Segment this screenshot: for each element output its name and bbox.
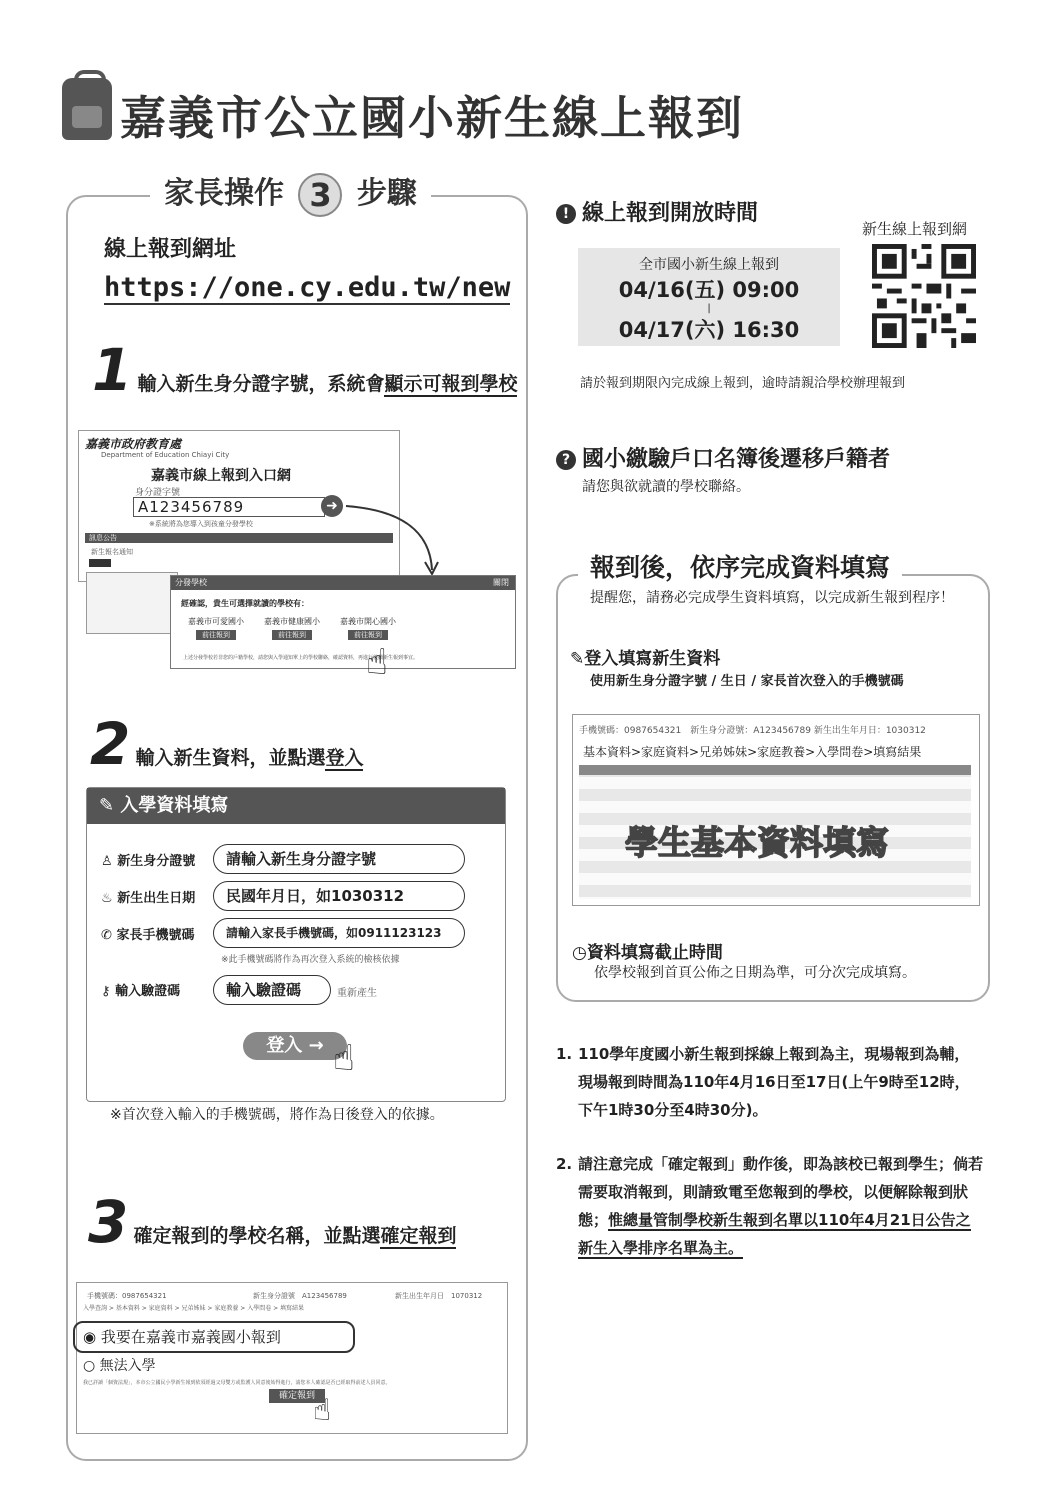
login-footnote: ※首次登入輸入的手機號碼，將作為日後登入的依據。 [110, 1107, 444, 1123]
phone-icon: ✆ [101, 928, 112, 943]
exclamation-icon: ! [556, 204, 576, 224]
note-2-emphasis: 惟總量管制學校新生報到名單以110年4月21日公告之新生入學排序名單為主。 [578, 1211, 971, 1257]
phone-label: 家長手機號碼 [116, 928, 195, 943]
login-fill-desc: 使用新生身分證字號 / 生日 / 家長首次登入的手機號碼 [590, 674, 904, 689]
step2-number: 2 [90, 710, 131, 778]
id-hint: ※系統將為您導入到孩童分發學校 [149, 520, 253, 528]
phone-input[interactable]: 請輸入家長手機號碼，如0911123123 [213, 918, 465, 948]
after-report-title: 報到後，依序完成資料填寫 [578, 548, 902, 584]
goto-button[interactable]: 前往報到 [196, 630, 236, 640]
open-time-heading [556, 196, 758, 227]
birthdate-input[interactable]: 民國年月日，如1030312 [213, 881, 465, 911]
deadline-desc: 依學校報到首頁公佈之日期為準，可分次完成填寫。 [594, 965, 916, 981]
goto-button[interactable]: 前往報到 [348, 630, 388, 640]
household-title: 國小繳驗戶口名簿後遷移戶籍者 [582, 447, 891, 472]
step2-text: 輸入新生資料，並點選 [135, 747, 326, 769]
pencil-icon: ✎ [570, 649, 585, 669]
pencil-icon: ✎ [99, 795, 115, 816]
popup-note: 上述分發學校若非您的戶籍學校，請您與入學通知單上的學校聯絡，確認資料，再進行後續新生報到事宜。 [183, 655, 419, 661]
step1-text-underlined: 顯示可報到學校 [384, 373, 518, 395]
radio-selected-icon: ◉ [83, 1328, 97, 1346]
household-heading [556, 442, 890, 473]
deadline-heading [572, 938, 723, 963]
login-fill-heading [570, 644, 720, 669]
step2-heading [90, 710, 363, 778]
shot-breadcrumb: 入學查詢 > 基本資料 > 家庭資料 > 兄弟姊妹 > 家庭教養 > 入學問卷 > 填寫結果 [83, 1305, 305, 1312]
registration-url[interactable]: https://one.cy.edu.tw/new [104, 272, 511, 303]
news-header: 訊息公告 [85, 533, 393, 543]
open-end-time: 04/17(六) 16:30 [618, 318, 800, 342]
step3-text-underlined: 確定報到 [380, 1225, 457, 1247]
household-note: 請您與欲就讀的學校聯絡。 [582, 479, 750, 495]
note-1: 110學年度國小新生報到採線上報到為主，現場報到為輔，現場報到時間為110年4月16日至17日(上午9時至12時，下午1時30分至4時30分)。 [578, 1045, 970, 1119]
school-option-2[interactable] [257, 616, 327, 640]
page-title: 嘉義市公立國小新生線上報到 [120, 91, 744, 145]
school-name: 嘉義市開心國小 [340, 617, 396, 626]
school-option-3[interactable] [333, 616, 403, 640]
step3-heading [88, 1188, 456, 1256]
school-name: 嘉義市可愛國小 [188, 617, 244, 626]
news-tag [89, 559, 111, 567]
login-fill-title: 登入填寫新生資料 [584, 649, 721, 669]
steps-title [150, 168, 431, 217]
arrow-right-icon[interactable]: ➜ [321, 495, 343, 517]
news-item: 新生報名通知 [91, 548, 133, 556]
form-title: 入學資料填寫 [120, 795, 229, 816]
steps-title-pre: 家長操作 [164, 176, 284, 211]
step3-text: 確定報到的學校名稱，並點選 [133, 1225, 381, 1247]
row-captcha [101, 980, 180, 999]
schools-popup [170, 575, 516, 669]
option-report-here[interactable] [73, 1321, 355, 1353]
open-time-box [578, 248, 840, 346]
student-id-label: 新生身分證號 [117, 854, 196, 869]
step1-text: 輸入新生身分證字號，系統會 [137, 373, 385, 395]
note-2-text: 請注意完成「確定報到」動作後，即為該校已報到學生；倘若需要取消報到，則請致電至您報到的學校，以便解除報到狀態； [578, 1155, 984, 1229]
org-en: Department of Education Chiayi City [101, 451, 230, 459]
steps-title-post: 步驟 [356, 176, 417, 211]
cake-icon: ♨ [101, 891, 113, 906]
backpack-icon [62, 78, 112, 140]
pointer-hand-icon: ☝ [333, 1038, 355, 1079]
captcha-input[interactable]: 輸入驗證碼 [213, 975, 331, 1005]
clock-icon: ◷ [572, 943, 587, 963]
captcha-label: 輸入驗證碼 [115, 984, 181, 999]
pointer-hand-icon: ☝ [366, 642, 388, 683]
id-input[interactable]: A123456789 [133, 497, 325, 517]
url-label: 線上報到網址 [104, 237, 237, 262]
background-table [86, 572, 178, 634]
row-birthdate [101, 887, 195, 906]
person-icon: ♙ [101, 854, 113, 869]
row-student-id [101, 850, 195, 869]
qr-label: 新生線上報到網 [862, 220, 968, 238]
student-data-screenshot [572, 714, 980, 906]
popup-close-button[interactable]: 關閉 [493, 578, 509, 587]
deadline-title: 資料填寫截止時間 [586, 943, 723, 963]
note-2-num: 2. [556, 1155, 573, 1173]
radio-empty-icon: ○ [83, 1358, 96, 1374]
regenerate-link[interactable]: 重新產生 [337, 988, 377, 999]
step3-number: 3 [88, 1188, 129, 1256]
question-icon: ? [556, 450, 576, 470]
phone-hint: ※此手機號碼將作為再次登入系統的檢核依據 [221, 955, 400, 965]
shot-id: 新生身分證號 A123456789 [253, 1292, 347, 1300]
row-phone [101, 924, 194, 943]
connector-arrow [340, 500, 450, 580]
step1-number: 1 [92, 336, 133, 404]
open-time-box-label: 全市國小新生線上報到 [639, 257, 779, 273]
open-time-note: 請於報到期限內完成線上報到，逾時請親洽學校辦理報到 [580, 376, 906, 391]
popup-question: 經確認，貴生可選擇就讀的學校有： [181, 599, 309, 608]
shot-head: 手機號碼：0987654321 新生身分證號：A123456789 新生出生年月日：1030312 [579, 726, 926, 736]
login-button[interactable]: 登入 → [243, 1032, 347, 1060]
popup-header [171, 576, 515, 590]
step1-heading [92, 336, 517, 404]
step2-text-underlined: 登入 [325, 747, 364, 769]
form-header [87, 788, 505, 824]
confirm-report-button[interactable]: 確定報到 [269, 1389, 325, 1403]
option-cannot-enroll[interactable] [83, 1355, 156, 1375]
qr-code-icon[interactable] [872, 244, 976, 348]
shot-overlay-title: 學生基本資料填寫 [625, 823, 889, 862]
shot-phone: 手機號碼：0987654321 [87, 1292, 167, 1300]
enrollment-form [86, 787, 506, 1102]
agreement-note: 我已詳讀「個資法規」，本市公立國民小學新生報到依須經過父母雙方或監護人同意後始得進行，請您本人確認是否已經取得前述人員同意。 [83, 1380, 391, 1386]
popup-title: 分發學校 [175, 578, 207, 587]
note-1-num: 1. [556, 1045, 573, 1063]
step3-screenshot [76, 1282, 508, 1434]
org-logo: 嘉義市政府教育處 [85, 437, 182, 451]
key-icon: ⚷ [101, 984, 111, 999]
school-name: 嘉義市健康國小 [264, 617, 320, 626]
school-option-1[interactable] [181, 616, 251, 640]
option-report-here-label: 我要在嘉義市嘉義國小報到 [100, 1328, 281, 1346]
id-label: 身分證字號 [135, 488, 181, 498]
note-2 [578, 1150, 984, 1262]
shot-tabs: 基本資料>家庭資料>兄弟姊妹>家庭教養>入學問卷>填寫結果 [583, 745, 922, 759]
pointer-hand-icon: ☝ [313, 1393, 332, 1428]
portal-title: 嘉義市線上報到入口網 [151, 468, 291, 484]
goto-button[interactable]: 前往報到 [272, 630, 312, 640]
shot-birth: 新生出生年月日 1070312 [395, 1292, 483, 1300]
birthdate-label: 新生出生日期 [117, 891, 196, 906]
open-time-title: 線上報到開放時間 [582, 201, 759, 226]
after-report-remind: 提醒您，請務必完成學生資料填寫，以完成新生報到程序！ [590, 590, 954, 606]
option-cannot-enroll-label: 無法入學 [99, 1358, 156, 1374]
steps-count-badge: 3 [298, 173, 342, 217]
student-id-input[interactable]: 請輸入新生身分證字號 [213, 844, 465, 874]
shot-table-header [579, 765, 971, 775]
time-separator: | [707, 303, 711, 314]
open-start-time: 04/16(五) 09:00 [618, 278, 800, 302]
